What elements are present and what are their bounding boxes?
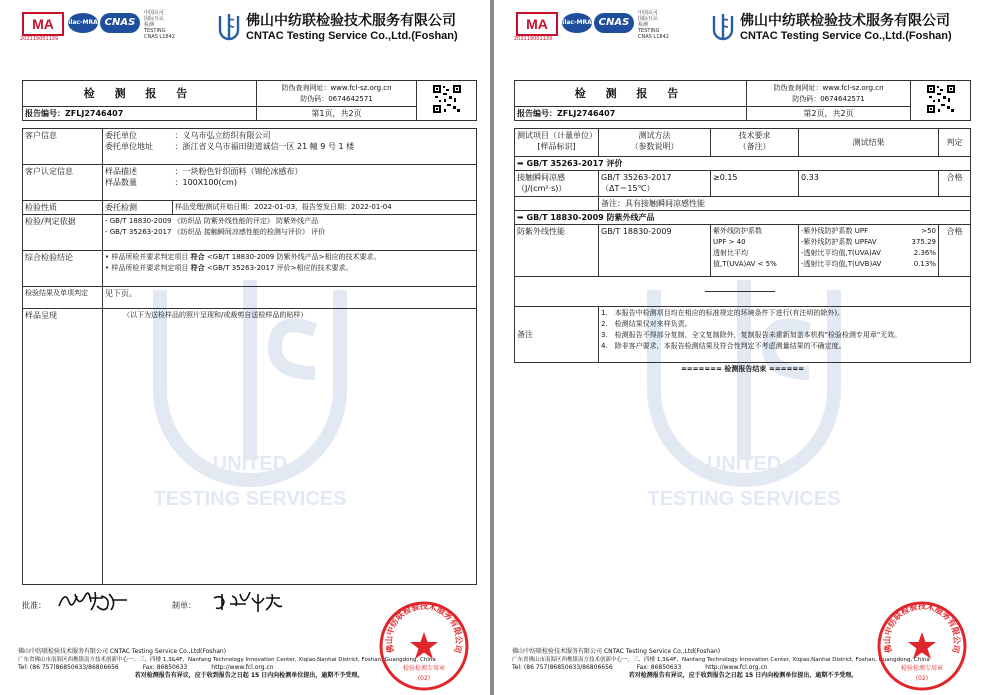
svg-text:TESTING SERVICES: TESTING SERVICES [153,488,347,510]
row-label-single: 检验结果及单项判定 [23,287,103,309]
page-header [18,8,480,50]
results-table [514,128,971,376]
section-gb35263: ➥ GB/T 35263-2017 评价 [515,157,971,171]
page-header [512,8,974,50]
cma-logo: MA [22,12,64,36]
test-type-value: 委托检测 [103,201,173,215]
footer-address: 广东省佛山市南海区西樵镇南方技术创新中心一、三、四楼 1,3&4F，Nanfang Technology Innovation Center, Xiqiao,Nanhai District, Foshan, Guangdong, China [18,657,436,663]
page-info: 第2页，共2页 [747,107,911,121]
svg-text:检验检测专用章: 检验检测专用章 [402,665,446,672]
qr-code-icon [432,84,462,114]
footer-company: 佛山中纺联检验技术服务有限公司 CNTAC Testing Service Co.,Ltd(Foshan) [512,648,721,655]
single-value: 见下页。 [103,287,477,309]
cool-requirement: ≥0.15 [711,171,799,197]
cnas-logo: CNAS [594,13,634,33]
conclusion-2: • 样品所检并要求判定项目 符合 <GB/T 35263-2017 评价>相应的技术要求。 [105,264,353,272]
company-name-en: CNTAC Testing Service Co.,Ltd.(Foshan) [246,30,458,42]
report-page-1 [0,0,490,695]
uv-item: 防紫外线性能 [515,225,599,277]
cool-judge: 合格 [939,171,971,197]
footer-contact: Tel: (86 757)86850633/86806656 Fax: 86850633 http://www.fcl.org.cn [512,664,768,671]
arrow-icon: ➥ [517,159,527,168]
company-name-cn: 佛山中纺联检验技术服务有限公司 [740,13,950,29]
row-label-test-type: 检验性质 [23,201,103,215]
conclusion-1: • 样品所检并要求判定项目 符合 <GB/T 18830-2009 防紫外线产品>相应的技术要求。 [105,253,381,261]
stamp-star-icon [410,632,438,659]
basis-2: - GB/T 35263-2017 《纺织品 接触瞬间凉感性能的检测与评价》 评价 [105,228,326,236]
verify-info: 防伪查询网址：www.fcl-sz.org.cn 防伪码：0674642571 [257,81,417,107]
approve-label: 批准： [22,601,46,610]
svg-text:(02): (02) [417,675,431,682]
uv-requirement: 紫外线防护系数 UPF > 40 透射比平均 值,T(UVA)AV < 5% [711,225,799,277]
report-number: 报告编号：ZFLJ2746407 [23,107,257,121]
cnas-text: 中国认可 国际互认 检测 TESTING CNAS L1842 [638,10,669,40]
footer-company: 佛山中纺联检验技术服务有限公司 CNTAC Testing Service Co.,Ltd(Foshan) [18,648,227,655]
svg-text:(02): (02) [915,675,929,682]
test-dates: 样品受理/测试开始日期：2022-01-03，报告签发日期：2022-01-04 [173,201,477,215]
cnas-logo: CNAS [100,13,140,33]
row-label-sample: 客户认定信息 [23,165,103,201]
uts-logo-icon [218,12,240,42]
maker-signature [210,590,286,614]
report-title: 检 测 报 告 [515,81,747,107]
ilac-logo: ilac-MRA [68,13,98,33]
client-addr-label: 委托单位地址 [105,142,153,151]
official-stamp [378,600,470,692]
company-name-cn: 佛山中纺联检验技术服务有限公司 [246,13,456,29]
basis-1: - GB/T 18830-2009 《纺织品 防紫外线性能的评定》 防紫外线产品 [105,217,319,225]
stamp-star-icon [908,632,936,659]
sample-description: ：一块粉色针织面料（锦纶冰感布） [174,167,303,176]
row-label-conclusion: 综合检验结论 [23,251,103,287]
cma-number: 202119001139 [20,36,59,42]
ilac-logo: ilac-MRA [562,13,592,33]
section-gb18830: ➥ GB/T 18830-2009 防紫外线产品 [515,211,971,225]
uv-judge: 合格 [939,225,971,277]
svg-text:佛山中纺联检验技术服务有限公司: 佛山中纺联检验技术服务有限公司 [383,600,465,655]
accreditation-logos [512,8,697,50]
row-label-basis: 检验/判定依据 [23,215,103,251]
cma-logo: MA [516,12,558,36]
footer-warning: 若对检测报告有异议，应于收到报告之日起 15 日内向检测单位提出，逾期不予受理。 [628,672,858,679]
report-head-table [514,80,971,121]
svg-text:UNITED: UNITED [706,453,782,475]
svg-text:UNITED: UNITED [212,453,288,475]
svg-text:TESTING SERVICES: TESTING SERVICES [647,488,841,510]
divider-line [705,291,775,292]
cnas-text: 中国认可 国际互认 检测 TESTING CNAS L1842 [144,10,175,40]
footer-contact: Tel: (86 757)86850633/86806656 Fax: 86850633 http://www.fcl.org.cn [18,664,274,671]
row-label-client: 客户信息 [23,129,103,165]
report-head-table [22,80,477,121]
arrow-icon: ➥ [517,213,527,222]
uts-logo-icon [712,12,734,42]
cool-note: 备注：具有接触瞬间凉感性能 [599,197,971,211]
report-end: ======= 检测报告结束 ====== [680,365,805,373]
footer-address: 广东省佛山市南海区西樵镇南方技术创新中心一、三、四楼 1,3&4F，Nanfang Technology Innovation Center, Xiqiao,Nanhai District, Foshan, Guangdong, China [512,657,930,663]
company-name-en: CNTAC Testing Service Co.,Ltd.(Foshan) [740,30,952,42]
sample-quantity: ：100X100(cm) [174,178,237,187]
cool-method: GB/T 35263-2017 （ΔT＝15℃） [599,171,711,197]
qr-code [417,81,477,121]
col-header-requirement: 技术要求 （备注） [711,129,799,157]
report-title: 检 测 报 告 [23,81,257,107]
client-info-table [22,128,477,585]
col-header-item: 测试项目（计量单位） [样品标识] [515,129,599,157]
page-info: 第1页，共2页 [257,107,417,121]
qr-code [911,81,971,121]
row-label-sample-show: 样品呈现 [23,309,103,585]
approver-signature [55,588,135,614]
qr-code-icon [926,84,956,114]
remarks: 1. 本报告中检测项目均在相应的标准规定的环境条件下进行(有注明的除外)。 2. 检测结果仅对来样负责。 3. 检测报告不得部分复制，全文复制除外，复制报告未重新加盖本机构"检验检测专用章"无效。 4. 除非客户要求，本报告检测结果及符合性判定不考虑测量结果的不确定度。 [599,307,971,363]
client-name-label: 委托单位 [105,131,137,140]
verify-info: 防伪查询网址：www.fcl-sz.org.cn 防伪码：0674642571 [747,81,911,107]
cma-number: 202119001139 [514,36,553,42]
footer-warning: 若对检测报告有异议，应于收到报告之日起 15 日内向检测单位提出，逾期不予受理。 [134,672,364,679]
report-page-2 [494,0,984,695]
report-number: 报告编号：ZFLJ2746407 [515,107,747,121]
accreditation-logos [18,8,203,50]
svg-text:检验检测专用章: 检验检测专用章 [900,665,944,672]
sample-show-note: （以下为送检样品的照片呈现和/或裁剪自送检样品的贴样） [103,309,477,585]
make-label: 制单： [172,601,196,610]
client-name: ：义乌市弘立纺织有限公司 [174,131,271,140]
col-header-method: 测试方法 （参数说明） [599,129,711,157]
uv-result: -紫外线防护系数 UPF >50 -紫外线防护系数 UPFAV 375.29 -透射比平均值,T(UVA)AV 2.36% -透射比平均值,T(UVB)AV 0.13% [799,225,939,277]
sample-qty-label: 样品数量 [105,178,137,187]
company-brand [712,8,974,50]
col-header-result: 测试结果 [799,129,939,157]
svg-text:佛山中纺联检验技术服务有限公司: 佛山中纺联检验技术服务有限公司 [881,600,963,655]
cool-item: 接触瞬间凉感 （J/(cm²·s)） [515,171,599,197]
cool-result: 0.33 [799,171,939,197]
sample-desc-label: 样品描述 [105,167,137,176]
col-header-judge: 判定 [939,129,971,157]
official-stamp [876,600,968,692]
client-address: ：浙江省义乌市福田街道诚信一区 21 幢 9 号 1 楼 [174,142,355,151]
uv-method: GB/T 18830-2009 [599,225,711,277]
company-brand [218,8,480,50]
remark-label: 备注 [515,307,599,363]
